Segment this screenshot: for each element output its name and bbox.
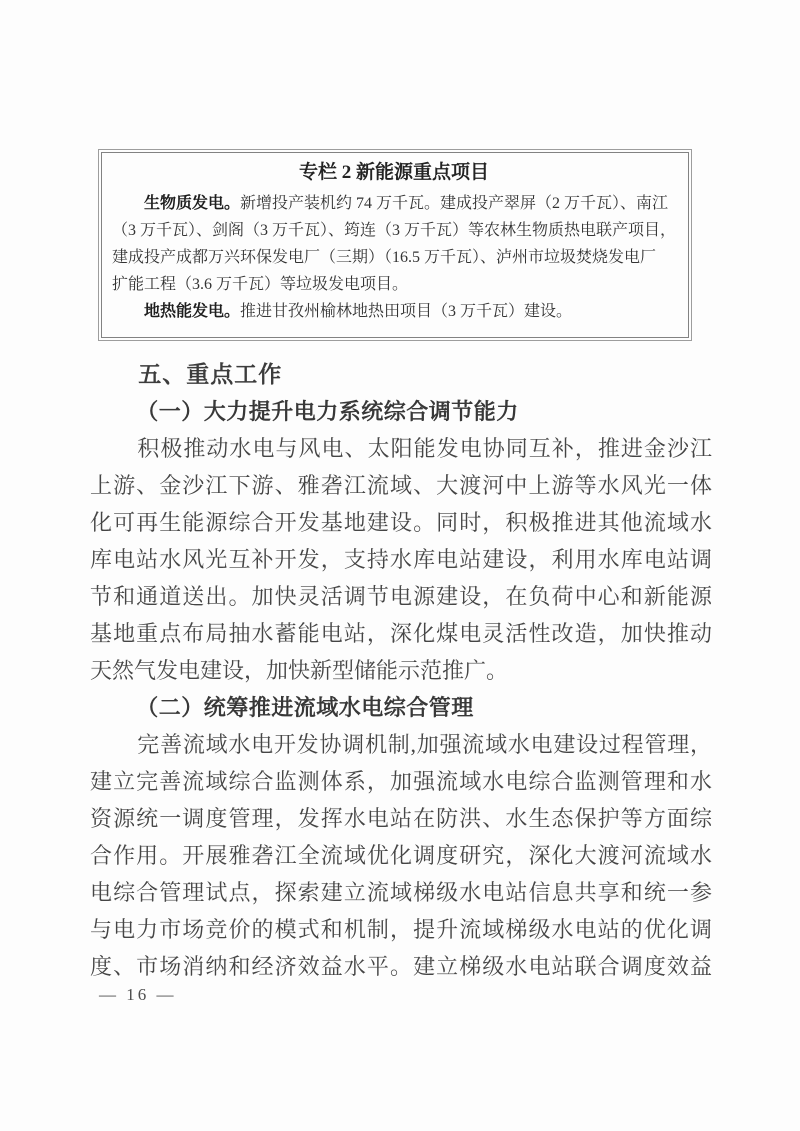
box-paragraph-biomass <box>112 190 676 298</box>
sub-heading-1: （一）大力提升电力系统综合调节能力 <box>136 399 519 424</box>
text-line: 上游、金沙江下游、雅砻江流域、大渡河中上游等水风光一体 <box>90 473 712 498</box>
text-line: 资源统一调度管理，发挥水电站在防洪、水生态保护等方面综 <box>90 806 712 831</box>
text-line: 节和通道送出。加快灵活调节电源建设，在负荷中心和新能源 <box>90 584 712 609</box>
text-line: 完善流域水电开发协调机制,加强流域水电建设过程管理， <box>137 732 712 757</box>
text-line: 积极推动水电与风电、太阳能发电协同互补，推进金沙江 <box>137 436 712 461</box>
text-line: 度、市场消纳和经济效益水平。建立梯级水电站联合调度效益 <box>90 954 712 979</box>
text-line: 扩能工程（3.6 万千瓦）等垃圾发电项目。 <box>112 276 409 293</box>
box-paragraph-label: 地热能发电。 <box>144 303 241 320</box>
box-paragraph-label: 生物质发电。 <box>144 195 241 212</box>
text-line: （3 万千瓦）、剑阁（3 万千瓦）、筠连（3 万千瓦）等农林生物质热电联产项目， <box>112 222 677 239</box>
sub-heading-2: （二）统筹推进流域水电综合管理 <box>136 695 474 720</box>
box-paragraph-first-line <box>112 298 676 325</box>
page-number: — 16 — <box>99 985 177 1004</box>
box-paragraph-text: 推进甘孜州榆林地热田项目（3 万千瓦）建设。 <box>240 303 573 320</box>
paragraph-1 <box>90 430 712 689</box>
feature-box <box>98 149 692 341</box>
section-heading: 五、重点工作 <box>138 362 283 387</box>
box-title: 专栏 2 新能源重点项目 <box>298 162 489 183</box>
text-line: 库电站水风光互补开发，支持水库电站建设，利用水库电站调 <box>90 547 712 572</box>
box-paragraph-continuation <box>112 217 676 298</box>
text-line: 合作用。开展雅砻江全流域优化调度研究，深化大渡河流域水 <box>90 843 712 868</box>
text-line: 建成投产成都万兴环保发电厂（三期）（16.5 万千瓦）、泸州市垃圾焚烧发电厂 <box>112 249 657 266</box>
paragraph-2 <box>90 726 712 985</box>
text-line: 与电力市场竞价的模式和机制，提升流域梯级水电站的优化调 <box>90 917 712 942</box>
box-paragraph-first-line <box>112 190 676 217</box>
box-paragraph-text: 新增投产装机约 74 万千瓦。建成投产翠屏（2 万千瓦）、南江 <box>240 195 669 212</box>
feature-box-inner-border <box>101 152 689 338</box>
text-line: 基地重点布局抽水蓄能电站，深化煤电灵活性改造，加快推动 <box>90 621 712 646</box>
text-line: 化可再生能源综合开发基地建设。同时，积极推进其他流域水 <box>90 510 712 535</box>
main-text-column <box>90 356 712 985</box>
text-line: 电综合管理试点，探索建立流域梯级水电站信息共享和统一参 <box>90 880 712 905</box>
box-paragraph-geothermal <box>112 298 676 325</box>
text-line: 建立完善流域综合监测体系，加强流域水电综合监测管理和水 <box>90 769 712 794</box>
text-line: 天然气发电建设，加快新型储能示范推广。 <box>90 658 509 683</box>
